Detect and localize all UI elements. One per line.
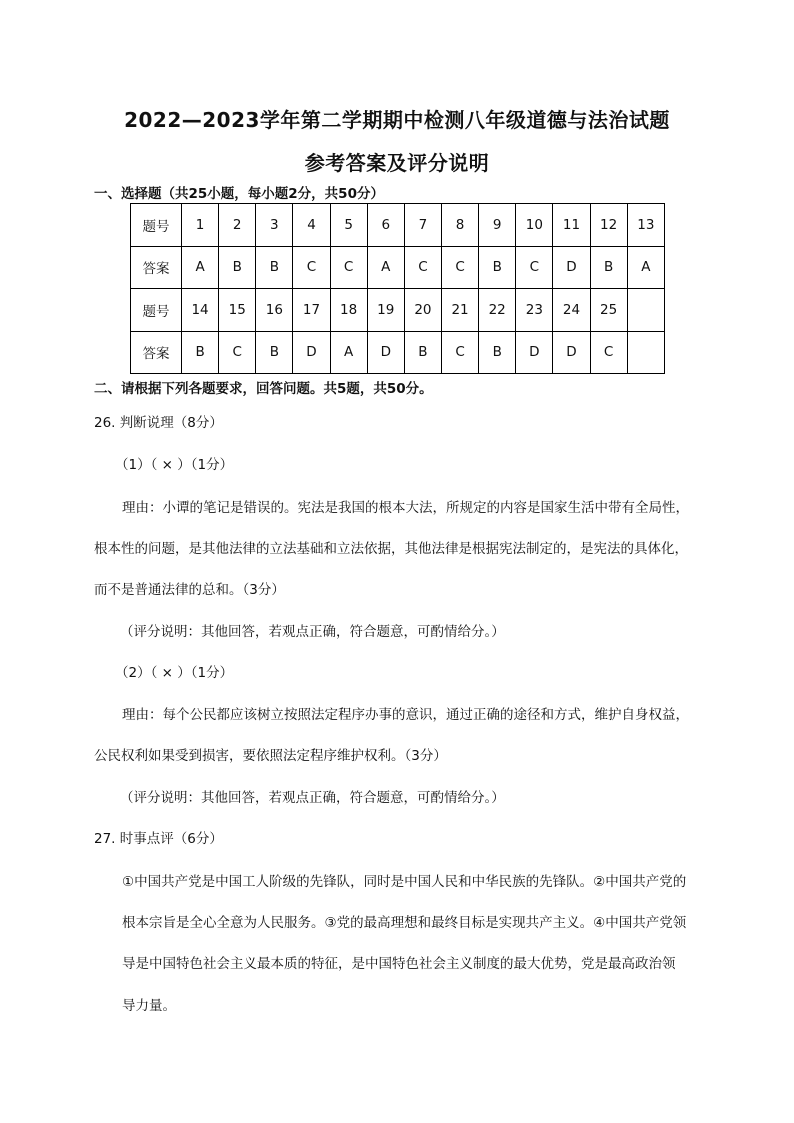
table-cell: C	[590, 331, 627, 374]
table-row	[131, 331, 665, 374]
q27-line1: ①中国共产党是中国工人阶级的先锋队，同时是中国人民和中华民族的先锋队。②中国共产党的	[122, 874, 687, 890]
q26-part1-reason-line2: 根本性的问题，是其他法律的立法基础和立法依据，其他法律是根据宪法制定的，是宪法的具体化，	[94, 541, 688, 557]
table-cell: 14	[182, 289, 219, 332]
table-cell: 23	[516, 289, 553, 332]
table-cell: 3	[256, 204, 293, 247]
table-cell: 11	[553, 204, 590, 247]
table-cell: B	[590, 246, 627, 289]
table-cell: 13	[627, 204, 664, 247]
table-cell: D	[553, 246, 590, 289]
q26-part2-reason-line1: 理由：每个公民都应该树立按照法定程序办事的意识，通过正确的途径和方式，维护自身权益，	[122, 707, 689, 723]
page-title: 2022—2023学年第二学期期中检测八年级道德与法治试题	[124, 108, 670, 132]
table-cell: B	[479, 246, 516, 289]
table-cell: 8	[441, 204, 478, 247]
table-cell: 2	[219, 204, 256, 247]
section-2-heading: 二、请根据下列各题要求，回答问题。共5题，共50分。	[94, 381, 433, 397]
page-subtitle: 参考答案及评分说明	[304, 151, 490, 175]
q26-part1-mark: （1）（ × ）（1分）	[115, 457, 234, 473]
table-cell: 5	[330, 204, 367, 247]
table-cell	[627, 331, 664, 374]
table-cell: C	[441, 246, 478, 289]
table-cell: 6	[367, 204, 404, 247]
table-cell: 20	[404, 289, 441, 332]
table-cell: B	[219, 246, 256, 289]
table-cell	[627, 289, 664, 332]
table-cell: A	[367, 246, 404, 289]
q26-part2-reason-line2: 公民权利如果受到损害，要依照法定程序维护权利。（3分）	[94, 748, 447, 764]
table-cell: B	[256, 246, 293, 289]
table-cell: C	[516, 246, 553, 289]
table-cell: C	[219, 331, 256, 374]
row-label: 题号	[131, 204, 182, 247]
table-cell: 18	[330, 289, 367, 332]
table-cell: C	[441, 331, 478, 374]
q27-line3: 导是中国特色社会主义最本质的特征，是中国特色社会主义制度的最大优势，党是最高政治领	[122, 956, 676, 972]
table-cell: C	[404, 246, 441, 289]
row-label: 答案	[131, 331, 182, 374]
q27-title: 27. 时事点评（6分）	[94, 831, 223, 847]
table-cell: B	[182, 331, 219, 374]
q26-part2-mark: （2）（ × ）（1分）	[115, 665, 234, 681]
q26-title: 26. 判断说理（8分）	[94, 415, 223, 431]
table-cell: 16	[256, 289, 293, 332]
table-cell: 1	[182, 204, 219, 247]
table-cell: 24	[553, 289, 590, 332]
table-cell: 10	[516, 204, 553, 247]
table-cell: C	[330, 246, 367, 289]
table-cell: D	[293, 331, 330, 374]
table-cell: 19	[367, 289, 404, 332]
table-cell: 21	[441, 289, 478, 332]
table-cell: B	[404, 331, 441, 374]
table-cell: 17	[293, 289, 330, 332]
q26-part1-note: （评分说明：其他回答，若观点正确，符合题意，可酌情给分。）	[120, 624, 505, 640]
table-cell: C	[293, 246, 330, 289]
row-label: 题号	[131, 289, 182, 332]
table-cell: 9	[479, 204, 516, 247]
table-cell: B	[479, 331, 516, 374]
table-cell: 12	[590, 204, 627, 247]
row-label: 答案	[131, 246, 182, 289]
table-row	[131, 289, 665, 332]
table-cell: 15	[219, 289, 256, 332]
q26-part2-note: （评分说明：其他回答，若观点正确，符合题意，可酌情给分。）	[120, 790, 505, 806]
section-1-heading: 一、选择题（共25小题，每小题2分，共50分）	[94, 186, 384, 202]
q26-part1-reason-line3: 而不是普通法律的总和。（3分）	[94, 582, 285, 598]
table-row	[131, 204, 665, 247]
table-cell: D	[367, 331, 404, 374]
table-cell: A	[627, 246, 664, 289]
table-cell: 4	[293, 204, 330, 247]
table-cell: 25	[590, 289, 627, 332]
table-cell: A	[182, 246, 219, 289]
table-cell: 22	[479, 289, 516, 332]
table-cell: A	[330, 331, 367, 374]
table-cell: B	[256, 331, 293, 374]
table-row	[131, 246, 665, 289]
q27-line2: 根本宗旨是全心全意为人民服务。③党的最高理想和最终目标是实现共产主义。④中国共产党领	[122, 915, 687, 931]
table-cell: D	[516, 331, 553, 374]
q26-part1-reason-line1: 理由：小谭的笔记是错误的。宪法是我国的根本大法，所规定的内容是国家生活中带有全局性，	[122, 500, 689, 516]
table-cell: 7	[404, 204, 441, 247]
answer-table	[130, 203, 665, 374]
q27-line4: 导力量。	[122, 998, 176, 1014]
table-cell: D	[553, 331, 590, 374]
